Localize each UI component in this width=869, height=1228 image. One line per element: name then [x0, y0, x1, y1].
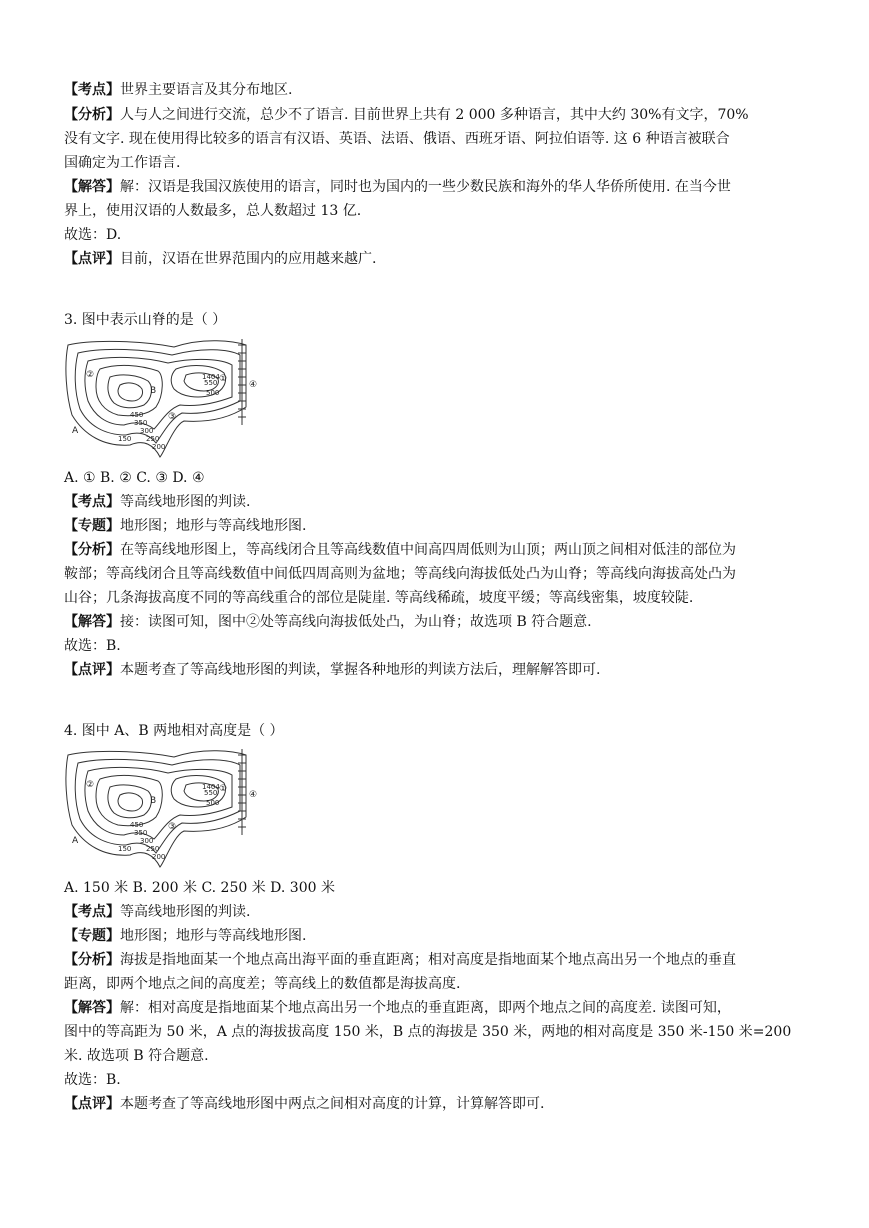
jieda-tag: 【解答】 — [64, 1000, 120, 1016]
q3-dianping: 本题考查了等高线地形图的判读，掌握各种地形的判读方法后，理解解答即可. — [120, 662, 601, 678]
contour-value-300: 300 — [140, 427, 154, 435]
q3-fenxi-line-1 — [64, 539, 824, 561]
q3-zhuanti: 地形图；地形与等高线地形图. — [120, 518, 307, 534]
contour-value-350: 350 — [134, 419, 148, 427]
zhuanti-tag: 【专题】 — [64, 928, 120, 944]
q4-zhuanti-line — [64, 925, 824, 947]
contour-value-150: 150 — [118, 435, 132, 443]
marker-1: ① — [219, 374, 228, 384]
q2-fenxi-1: 人与人之间进行交流，总少不了语言. 目前世界上共有 2 000 多种语言，其中大约 30%有文字，70% — [120, 107, 749, 123]
q3-kaodian-line — [64, 491, 824, 513]
fenxi-tag: 【分析】 — [64, 952, 120, 968]
contour-value-450: 450 — [130, 821, 144, 829]
marker-1: ① — [219, 784, 228, 794]
jieda-tag: 【解答】 — [64, 614, 120, 630]
q3-jieda: 接：读图可知，图中②处等高线向海拔低处凸，为山脊；故选项 B 符合题意. — [120, 614, 592, 630]
q2-dianping: 目前，汉语在世界范围内的应用越来越广. — [120, 251, 377, 267]
q4-guxuan: 故选：B. — [64, 1072, 121, 1088]
contour-map-q3 — [64, 335, 264, 465]
marker-4: ④ — [249, 380, 258, 390]
contour-value-550: 550 — [204, 789, 218, 797]
q3-dianping-line — [64, 659, 824, 681]
dianping-tag: 【点评】 — [64, 251, 120, 267]
q3-options: A. ① B. ② C. ③ D. ④ — [64, 470, 205, 486]
contour-value-200: 200 — [152, 443, 166, 451]
contour-value-250: 250 — [146, 845, 160, 853]
q3-fenxi-line-3: 山谷；几条海拔高度不同的等高线重合的部位是陡崖. 等高线稀疏，坡度平缓；等高线密集，坡度较陡. — [64, 590, 694, 606]
dianping-tag: 【点评】 — [64, 662, 120, 678]
kaodian-tag: 【考点】 — [64, 82, 120, 98]
q2-jieda-line-2: 界上，使用汉语的人数最多，总人数超过 13 亿. — [64, 203, 362, 219]
contour-map-q4 — [64, 745, 264, 875]
fenxi-tag: 【分析】 — [64, 542, 120, 558]
q3-question: 3. 图中表示山脊的是（ ） — [64, 312, 227, 328]
fenxi-tag: 【分析】 — [64, 107, 120, 123]
peak-label: 1404 — [202, 373, 220, 381]
q4-jieda-line-2: 图中的等高距为 50 米，A 点的海拔拔高度 150 米，B 点的海拔是 350 米，两地的相对高度是 350 米-150 米=200 — [64, 1024, 792, 1040]
q3-jieda-line — [64, 611, 824, 633]
contour-map-figure — [64, 335, 264, 465]
q4-jieda-1: 解：相对高度是指地面某个地点高出另一个地点的垂直距离，即两个地点之间的高度差. 读图可知， — [120, 1000, 731, 1016]
q4-question: 4. 图中 A、B 两地相对高度是（ ） — [64, 723, 284, 739]
marker-3: ③ — [168, 412, 177, 422]
peak-label: 1404 — [202, 783, 220, 791]
contour-value-550: 550 — [204, 379, 218, 387]
q2-kaodian: 世界主要语言及其分布地区. — [120, 82, 293, 98]
marker-3: ③ — [168, 822, 177, 832]
contour-value-300: 300 — [140, 837, 154, 845]
contour-value-500: 500 — [206, 389, 220, 397]
zhuanti-tag: 【专题】 — [64, 518, 120, 534]
point-b: B — [150, 796, 157, 806]
jieda-tag: 【解答】 — [64, 179, 120, 195]
contour-map-figure — [64, 745, 264, 875]
q2-kaodian-line — [64, 79, 824, 101]
q4-zhuanti: 地形图；地形与等高线地形图. — [120, 928, 307, 944]
q4-jieda-line-3: 米. 故选项 B 符合题意. — [64, 1048, 209, 1064]
q2-fenxi-line-3: 国确定为工作语言. — [64, 155, 181, 171]
q4-kaodian-line — [64, 901, 824, 923]
q2-fenxi-line-2: 没有文字. 现在使用得比较多的语言有汉语、英语、法语、俄语、西班牙语、阿拉伯语等. 这 6 种语言被联合 — [64, 131, 730, 147]
point-b: B — [150, 386, 157, 396]
q3-zhuanti-line — [64, 515, 824, 537]
point-a: A — [72, 426, 79, 436]
q2-fenxi-line-1 — [64, 104, 824, 126]
q4-fenxi-1: 海拔是指地面某一个地点高出海平面的垂直距离；相对高度是指地面某个地点高出另一个地点的垂直 — [120, 952, 736, 968]
kaodian-tag: 【考点】 — [64, 904, 120, 920]
q2-guxuan: 故选：D. — [64, 227, 122, 243]
q3-kaodian: 等高线地形图的判读. — [120, 494, 251, 510]
q2-jieda-1: 解：汉语是我国汉族使用的语言，同时也为国内的一些少数民族和海外的华人华侨所使用. 在当今世 — [120, 179, 731, 195]
contour-value-500: 500 — [206, 799, 220, 807]
marker-2: ② — [86, 780, 95, 790]
contour-value-200: 200 — [152, 853, 166, 861]
q4-fenxi-line-2: 距离，即两个地点之间的高度差；等高线上的数值都是海拔高度. — [64, 976, 461, 992]
point-a: A — [72, 836, 79, 846]
contour-value-450: 450 — [130, 411, 144, 419]
q2-dianping-line — [64, 248, 824, 270]
contour-value-250: 250 — [146, 435, 160, 443]
contour-value-350: 350 — [134, 829, 148, 837]
q4-kaodian: 等高线地形图的判读. — [120, 904, 251, 920]
q3-guxuan: 故选：B. — [64, 638, 121, 654]
q4-dianping-line — [64, 1093, 824, 1115]
q2-jieda-line-1 — [64, 176, 824, 198]
q4-options: A. 150 米 B. 200 米 C. 250 米 D. 300 米 — [64, 880, 335, 896]
q4-fenxi-line-1 — [64, 949, 824, 971]
q4-dianping: 本题考查了等高线地形图中两点之间相对高度的计算，计算解答即可. — [120, 1096, 545, 1112]
marker-4: ④ — [249, 790, 258, 800]
q4-jieda-line-1 — [64, 997, 824, 1019]
q3-fenxi-1: 在等高线地形图上，等高线闭合且等高线数值中间高四周低则为山顶；两山顶之间相对低洼的部位为 — [120, 542, 736, 558]
kaodian-tag: 【考点】 — [64, 494, 120, 510]
contour-value-150: 150 — [118, 845, 132, 853]
q3-fenxi-line-2: 鞍部；等高线闭合且等高线数值中间低四周高则为盆地；等高线向海拔低处凸为山脊；等高线向海拔高处凸为 — [64, 566, 736, 582]
dianping-tag: 【点评】 — [64, 1096, 120, 1112]
marker-2: ② — [86, 370, 95, 380]
